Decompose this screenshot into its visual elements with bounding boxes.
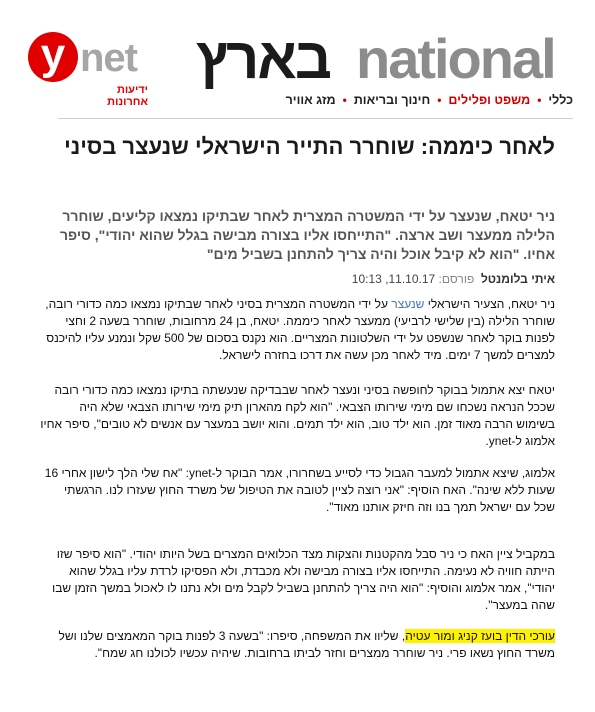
paragraph-text: , שליוו את המשפחה, סיפרו: "בשעה 3 לפנות בוקר המאמצים שלנו ושל משרד החוץ נשאו פרי. ניר שוחרר ממצרים וחזר לביתו ברחובות. שיהיה עכשיו לכולנו חג שמח". [58, 629, 555, 660]
ynet-logo[interactable] [28, 30, 148, 108]
inline-link[interactable]: שנעצר [391, 297, 425, 311]
published-label: פורסם: [438, 272, 475, 286]
nav-item-weather[interactable]: מזג אוויר [285, 93, 336, 107]
article-subtitle: ניר יטאח, שנעצר על ידי המשטרה המצרית לאחר שבתיקו נמצאו קליעים, שוחרר הלילה ממעצר ושב ארצה. "התייחסו אליו בצורה מבישה בגלל שהוא יהודי", סיפר אחיו. "הוא לא קיבל אוכל והיה צריך להתחנן בשביל מים" [59, 208, 555, 262]
nav-item-general[interactable]: כללי [548, 93, 573, 107]
article-byline [352, 272, 555, 286]
section-nav [286, 93, 573, 107]
publish-time: 10:13 [351, 272, 382, 286]
article-paragraph: במקביל ציין האח כי ניר סבל מהקטנות והצקות מצד הכלואים המצרים בשל היותו יהודי. "הוא סיפר שזו הייתה חוויה לא נעימה. התייחסו אליו בצורה מבישה ולא מכבדת, ולא הפסיקו לרדת עליו בגלל שהוא יהודי", אמר אלמוג והוסיף: "הוא היה צריך להתחנן בשביל לקבל מים ולא נתנו לו לאכול במשך הזמן שבו שהה במעצר". [52, 547, 555, 612]
header-divider [58, 118, 573, 119]
paragraph-text: ניר יטאח, הצעיר הישראלי [427, 297, 555, 311]
ynet-wordmark: net [80, 36, 137, 80]
section-logo[interactable] [196, 28, 568, 90]
article-paragraph: יטאח יצא אתמול בבוקר לחופשה בסיני ונעצר לאחר שבבדיקה שנעשתה בתיקו נמצאו כמה כדורי רובה שככל הנראה נשכחו שם מימי שירותו הצבאי. "הוא לקח מהארון תיק מימי שירותו הצבאי שלא היה בשימוש הרבה מאוד זמן. הוא ילד טוב, הוא ילד תמים. והוא יושב במעצר עם אנשים לא טובים", סיפר אחיו אלמוג ל-ynet. [40, 383, 555, 448]
article-paragraph [40, 296, 555, 364]
section-logo-hebrew: בארץ [196, 26, 331, 91]
nav-separator: • [437, 93, 442, 107]
nav-separator: • [537, 93, 542, 107]
nav-item-law[interactable]: משפט ופלילים [448, 93, 531, 107]
ynet-tagline: ידיעות אחרונות [107, 84, 148, 108]
section-logo-english: national [356, 27, 555, 90]
article-paragraph [40, 628, 555, 662]
nav-separator: • [342, 93, 347, 107]
ynet-y-mark: y [28, 32, 78, 82]
paragraph-text: על ידי המשטרה המצרית בסיני לאחר שבתיקו נמצאו כמה כדורי רובה, שוחרר הלילה (בין שלישי לרביעי) ממעצר לאחר כיממה. יטאח, בן 24 מרחובות, שוחרר בשעה 2 וחצי לפנות בוקר לאחר שנשפט על ידי השלטונות המצריים. הוא נקנס בסכום של 500 שקל ונמנע עליו להיכנס למצרים למשך 7 ימים. מיד לאחר מכן עשה את דרכו בחזרה לישראל. [45, 297, 555, 362]
date-time-separator: , [385, 272, 389, 286]
nav-item-education-health[interactable]: חינוך ובריאות [353, 93, 431, 107]
publish-date: 11.10.17 [388, 272, 436, 286]
highlighted-text: עורכי הדין בועז קניג ומור עטיה [405, 629, 555, 643]
article-paragraph: אלמוג, שיצא אתמול למעבר הגבול כדי לסייע בשחרורו, אמר הבוקר ל-ynet: "אח שלי הלך לישון אחרי 16 שעות ללא שינה". האח הוסיף: "אני רוצה לציין לטובה את הטיפול של משרד החוץ שעזרו לנו. הרגשתי שכל עם ישראל תמך בנו וזה חיזק אותנו מאוד". [44, 466, 555, 514]
author-name[interactable]: איתי בלומנטל [480, 272, 555, 286]
article-title: לאחר כיממה: שוחרר התייר הישראלי שנעצר בסיני [64, 134, 555, 159]
